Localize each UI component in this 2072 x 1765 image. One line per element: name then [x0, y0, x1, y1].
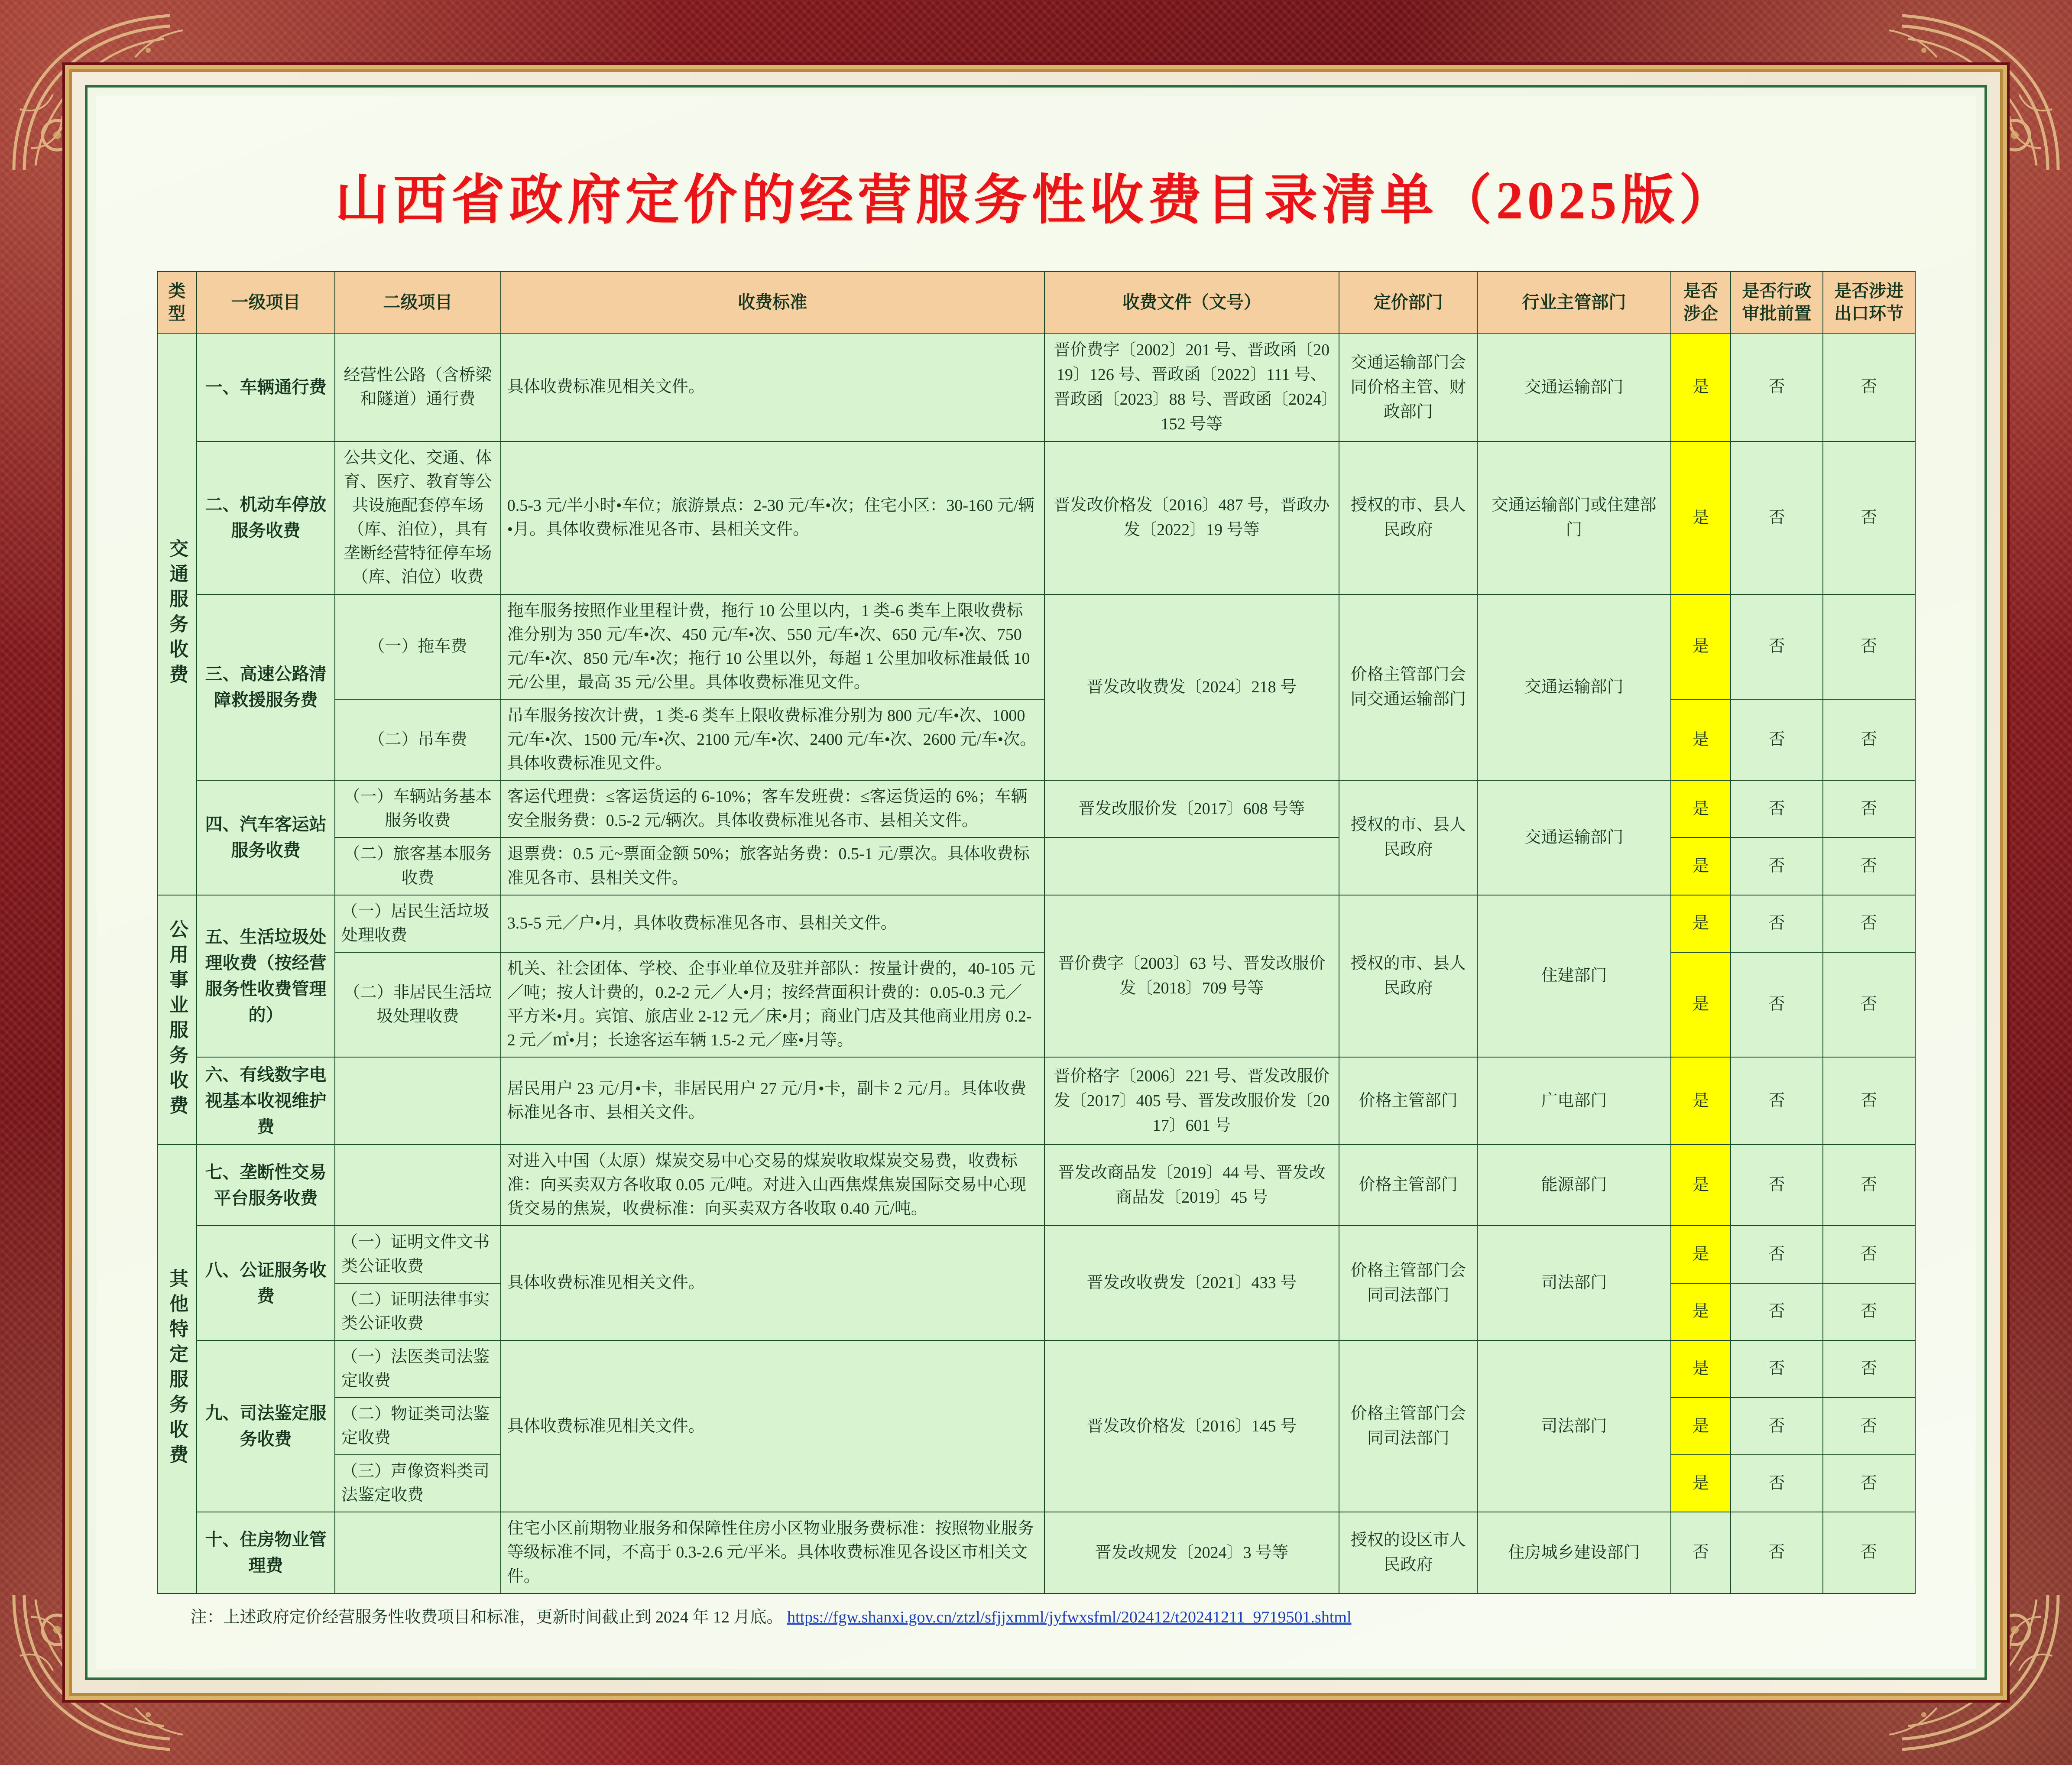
admin-approval-flag: 否 — [1731, 952, 1823, 1057]
pricing-department: 价格主管部门 — [1339, 1145, 1477, 1226]
industry-department: 交通运输部门 — [1477, 594, 1671, 781]
fee-standard: 具体收费标准见相关文件。 — [501, 1226, 1044, 1340]
fee-document: 晋发改商品发〔2019〕44 号、晋发改商品发〔2019〕45 号 — [1044, 1145, 1339, 1226]
involves-enterprise-flag: 否 — [1671, 1512, 1731, 1593]
level2-item: （一）车辆站务基本服务收费 — [335, 780, 501, 837]
involves-enterprise-flag: 是 — [1671, 1145, 1731, 1226]
pricing-department: 交通运输部门会同价格主管、财政部门 — [1339, 333, 1477, 441]
import-export-flag: 否 — [1823, 1340, 1915, 1398]
table-row — [157, 333, 1915, 441]
fee-document: 晋发改规发〔2024〕3 号等 — [1044, 1512, 1339, 1593]
industry-department: 司法部门 — [1477, 1340, 1671, 1512]
level2-item: （一）居民生活垃圾处理收费 — [335, 895, 501, 952]
fee-document: 晋价格字〔2006〕221 号、晋发改服价发〔2017〕405 号、晋发改服价发〔2017〕601 号 — [1044, 1057, 1339, 1145]
th-import-export-link: 是否涉进出口环节 — [1823, 272, 1915, 333]
th-type: 类型 — [157, 272, 197, 333]
involves-enterprise-flag: 是 — [1671, 1226, 1731, 1283]
import-export-flag: 否 — [1823, 333, 1915, 441]
table-row — [157, 441, 1915, 594]
table-row — [157, 1145, 1915, 1226]
th-admin-approval-prerequisite: 是否行政审批前置 — [1731, 272, 1823, 333]
level1-monopoly-platform: 七、垄断性交易平台服务收费 — [197, 1145, 335, 1226]
level2-item-empty — [335, 1145, 501, 1226]
industry-department: 交通运输部门 — [1477, 333, 1671, 441]
pricing-department: 授权的市、县人民政府 — [1339, 780, 1477, 895]
import-export-flag: 否 — [1823, 1283, 1915, 1340]
fee-document: 晋发改服价发〔2017〕608 号等 — [1044, 780, 1339, 837]
involves-enterprise-flag: 是 — [1671, 1283, 1731, 1340]
import-export-flag: 否 — [1823, 1226, 1915, 1283]
involves-enterprise-flag: 是 — [1671, 1455, 1731, 1512]
fee-document: 晋发改价格发〔2016〕145 号 — [1044, 1340, 1339, 1512]
pricing-department: 价格主管部门会同交通运输部门 — [1339, 594, 1477, 781]
import-export-flag: 否 — [1823, 895, 1915, 952]
page-title: 山西省政府定价的经营服务性收费目录清单（2025版） — [335, 171, 1737, 230]
involves-enterprise-flag: 是 — [1671, 333, 1731, 441]
involves-enterprise-flag: 是 — [1671, 441, 1731, 594]
admin-approval-flag: 否 — [1731, 1398, 1823, 1455]
import-export-flag: 否 — [1823, 837, 1915, 895]
fee-document: 晋价费字〔2003〕63 号、晋发改服价发〔2018〕709 号等 — [1044, 895, 1339, 1058]
pricing-department: 授权的市、县人民政府 — [1339, 895, 1477, 1058]
fee-document: 晋价费字〔2002〕201 号、晋政函〔2019〕126 号、晋政函〔2022〕111 号、晋政函〔2023〕88 号、晋政函〔2024〕152 号等 — [1044, 333, 1339, 441]
admin-approval-flag: 否 — [1731, 1283, 1823, 1340]
involves-enterprise-flag: 是 — [1671, 1398, 1731, 1455]
table-row — [157, 1340, 1915, 1398]
footnote — [157, 1594, 1916, 1627]
table-header-row — [157, 272, 1915, 333]
table-row — [157, 895, 1915, 952]
level2-item: （一）拖车费 — [335, 594, 501, 699]
level1-cable-tv: 六、有线数字电视基本收视维护费 — [197, 1057, 335, 1145]
level1-notary-service: 八、公证服务收费 — [197, 1226, 335, 1340]
level2-item-empty — [335, 1512, 501, 1593]
level2-item: （二）非居民生活垃圾处理收费 — [335, 952, 501, 1057]
fee-document: 晋发改价格发〔2016〕487 号，晋政办发〔2022〕19 号等 — [1044, 441, 1339, 594]
pricing-department: 价格主管部门 — [1339, 1057, 1477, 1145]
industry-department: 交通运输部门 — [1477, 780, 1671, 895]
admin-approval-flag: 否 — [1731, 1057, 1823, 1145]
level2-item: （一）法医类司法鉴定收费 — [335, 1340, 501, 1398]
level1-vehicle-toll: 一、车辆通行费 — [197, 333, 335, 441]
admin-approval-flag: 否 — [1731, 594, 1823, 699]
involves-enterprise-flag: 是 — [1671, 837, 1731, 895]
th-fee-standard: 收费标准 — [501, 272, 1044, 333]
fee-document: 晋发改收费发〔2021〕433 号 — [1044, 1226, 1339, 1340]
level1-property-management: 十、住房物业管理费 — [197, 1512, 335, 1593]
admin-approval-flag: 否 — [1731, 333, 1823, 441]
industry-department: 交通运输部门或住建部门 — [1477, 441, 1671, 594]
table-row — [157, 1512, 1915, 1593]
import-export-flag: 否 — [1823, 699, 1915, 780]
th-level1-item: 一级项目 — [197, 272, 335, 333]
admin-approval-flag: 否 — [1731, 1455, 1823, 1512]
involves-enterprise-flag: 是 — [1671, 780, 1731, 837]
th-industry-department: 行业主管部门 — [1477, 272, 1671, 333]
table-row — [157, 780, 1915, 837]
table-row — [157, 1226, 1915, 1283]
table-row — [157, 594, 1915, 699]
admin-approval-flag: 否 — [1731, 1226, 1823, 1283]
import-export-flag: 否 — [1823, 594, 1915, 699]
involves-enterprise-flag: 是 — [1671, 1057, 1731, 1145]
level1-vehicle-parking: 二、机动车停放服务收费 — [197, 441, 335, 594]
level2-item: （二）物证类司法鉴定收费 — [335, 1398, 501, 1455]
group-type-utilities: 公用事业服务收费 — [157, 895, 197, 1145]
fee-standard: 具体收费标准见相关文件。 — [501, 1340, 1044, 1512]
industry-department: 广电部门 — [1477, 1057, 1671, 1145]
involves-enterprise-flag: 是 — [1671, 1340, 1731, 1398]
level2-item: （三）声像资料类司法鉴定收费 — [335, 1455, 501, 1512]
fee-standard: 住宅小区前期物业服务和保障性住房小区物业服务费标准：按照物业服务等级标准不同，不高于 0.3-2.6 元/平米。具体收费标准见各设区市相关文件。 — [501, 1512, 1044, 1593]
involves-enterprise-flag: 是 — [1671, 594, 1731, 699]
admin-approval-flag: 否 — [1731, 699, 1823, 780]
admin-approval-flag: 否 — [1731, 837, 1823, 895]
footnote-source-link[interactable]: https://fgw.shanxi.gov.cn/ztzl/sfjjxmml/jyfwxsfml/202412/t20241211_9719501.shtml — [787, 1608, 1352, 1626]
level2-item: 公共文化、交通、体育、医疗、教育等公共设施配套停车场（库、泊位），具有垄断经营特征停车场（库、泊位）收费 — [335, 441, 501, 594]
group-type-other: 其他特定服务收费 — [157, 1145, 197, 1593]
admin-approval-flag: 否 — [1731, 441, 1823, 594]
level1-waste-treatment: 五、生活垃圾处理收费（按经营服务性收费管理的） — [197, 895, 335, 1058]
footnote-text: 注：上述政府定价经营服务性收费项目和标准，更新时间截止到 2024 年 12 月底。 — [190, 1608, 783, 1626]
admin-approval-flag: 否 — [1731, 1145, 1823, 1226]
import-export-flag: 否 — [1823, 1455, 1915, 1512]
document-sheet — [96, 96, 1976, 1669]
industry-department: 住建部门 — [1477, 895, 1671, 1058]
industry-department: 司法部门 — [1477, 1226, 1671, 1340]
admin-approval-flag: 否 — [1731, 1340, 1823, 1398]
fee-standard: 具体收费标准见相关文件。 — [501, 333, 1044, 441]
level2-item: （二）吊车费 — [335, 699, 501, 780]
fee-standard: 居民用户 23 元/月•卡，非居民用户 27 元/月•卡，副卡 2 元/月。具体收费标准见各市、县相关文件。 — [501, 1057, 1044, 1145]
involves-enterprise-flag: 是 — [1671, 952, 1731, 1057]
th-involves-enterprise: 是否涉企 — [1671, 272, 1731, 333]
level2-item: （二）证明法律事实类公证收费 — [335, 1283, 501, 1340]
level2-item-empty — [335, 1057, 501, 1145]
industry-department: 能源部门 — [1477, 1145, 1671, 1226]
th-fee-document: 收费文件（文号） — [1044, 272, 1339, 333]
fee-standard: 3.5-5 元／户•月，具体收费标准见各市、县相关文件。 — [501, 895, 1044, 952]
import-export-flag: 否 — [1823, 1145, 1915, 1226]
fee-document: 晋发改收费发〔2024〕218 号 — [1044, 594, 1339, 781]
import-export-flag: 否 — [1823, 1512, 1915, 1593]
involves-enterprise-flag: 是 — [1671, 895, 1731, 952]
th-pricing-department: 定价部门 — [1339, 272, 1477, 333]
import-export-flag: 否 — [1823, 441, 1915, 594]
pricing-department: 价格主管部门会同司法部门 — [1339, 1340, 1477, 1512]
group-type-transport: 交通服务收费 — [157, 333, 197, 895]
fee-standard: 退票费：0.5 元~票面金额 50%；旅客站务费：0.5-1 元/票次。具体收费标准见各市、县相关文件。 — [501, 837, 1044, 895]
import-export-flag: 否 — [1823, 952, 1915, 1057]
involves-enterprise-flag: 是 — [1671, 699, 1731, 780]
fee-document-empty — [1044, 837, 1339, 895]
fee-standard: 吊车服务按次计费，1 类-6 类车上限收费标准分别为 800 元/车•次、1000 元/车•次、1500 元/车•次、2100 元/车•次、2400 元/车•次、2600 元/车•次。具体收费标准见文件。 — [501, 699, 1044, 780]
admin-approval-flag: 否 — [1731, 895, 1823, 952]
import-export-flag: 否 — [1823, 780, 1915, 837]
fee-standard: 拖车服务按照作业里程计费，拖行 10 公里以内，1 类-6 类车上限收费标准分别为 350 元/车•次、450 元/车•次、550 元/车•次、650 元/车•次、750 元/车•次、850 元/车•次；拖行 10 公里以外，每超 1 公里加收标准最低 10 元/公里，最高 35 元/公里。具体收费标准见文件。 — [501, 594, 1044, 699]
pricing-department: 价格主管部门会同司法部门 — [1339, 1226, 1477, 1340]
level1-expressway-rescue: 三、高速公路清障救援服务费 — [197, 594, 335, 781]
fee-standard: 对进入中国（太原）煤炭交易中心交易的煤炭收取煤炭交易费，收费标准：向买卖双方各收取 0.05 元/吨。对进入山西焦煤焦炭国际交易中心现货交易的焦炭，收费标准：向买卖双方各收取 0.40 元/吨。 — [501, 1145, 1044, 1226]
fee-catalog-table — [157, 271, 1916, 1594]
level1-bus-station-service: 四、汽车客运站服务收费 — [197, 780, 335, 895]
level2-item: （二）旅客基本服务收费 — [335, 837, 501, 895]
fee-standard: 客运代理费：≤客运货运的 6-10%；客车发班费：≤客运货运的 6%；车辆安全服务费：0.5-2 元/辆次。具体收费标准见各市、县相关文件。 — [501, 780, 1044, 837]
fee-standard: 机关、社会团体、学校、企事业单位及驻并部队：按量计费的，40-105 元／吨；按人计费的，0.2-2 元／人•月；按经营面积计费的：0.05-0.3 元／平方米•月。宾馆、旅店业 2-12 元／床•月；商业门店及其他商业用房 0.2-2 元／㎡•月；长途客运车辆 1.5-2 元／座•月等。 — [501, 952, 1044, 1057]
fee-standard: 0.5-3 元/半小时•车位；旅游景点：2-30 元/车•次；住宅小区：30-160 元/辆•月。具体收费标准见各市、县相关文件。 — [501, 441, 1044, 594]
import-export-flag: 否 — [1823, 1057, 1915, 1145]
import-export-flag: 否 — [1823, 1398, 1915, 1455]
admin-approval-flag: 否 — [1731, 1512, 1823, 1593]
industry-department: 住房城乡建设部门 — [1477, 1512, 1671, 1593]
level2-item: 经营性公路（含桥梁和隧道）通行费 — [335, 333, 501, 441]
level1-forensic-service: 九、司法鉴定服务收费 — [197, 1340, 335, 1512]
pricing-department: 授权的设区市人民政府 — [1339, 1512, 1477, 1593]
th-level2-item: 二级项目 — [335, 272, 501, 333]
pricing-department: 授权的市、县人民政府 — [1339, 441, 1477, 594]
level2-item: （一）证明文件文书类公证收费 — [335, 1226, 501, 1283]
admin-approval-flag: 否 — [1731, 780, 1823, 837]
